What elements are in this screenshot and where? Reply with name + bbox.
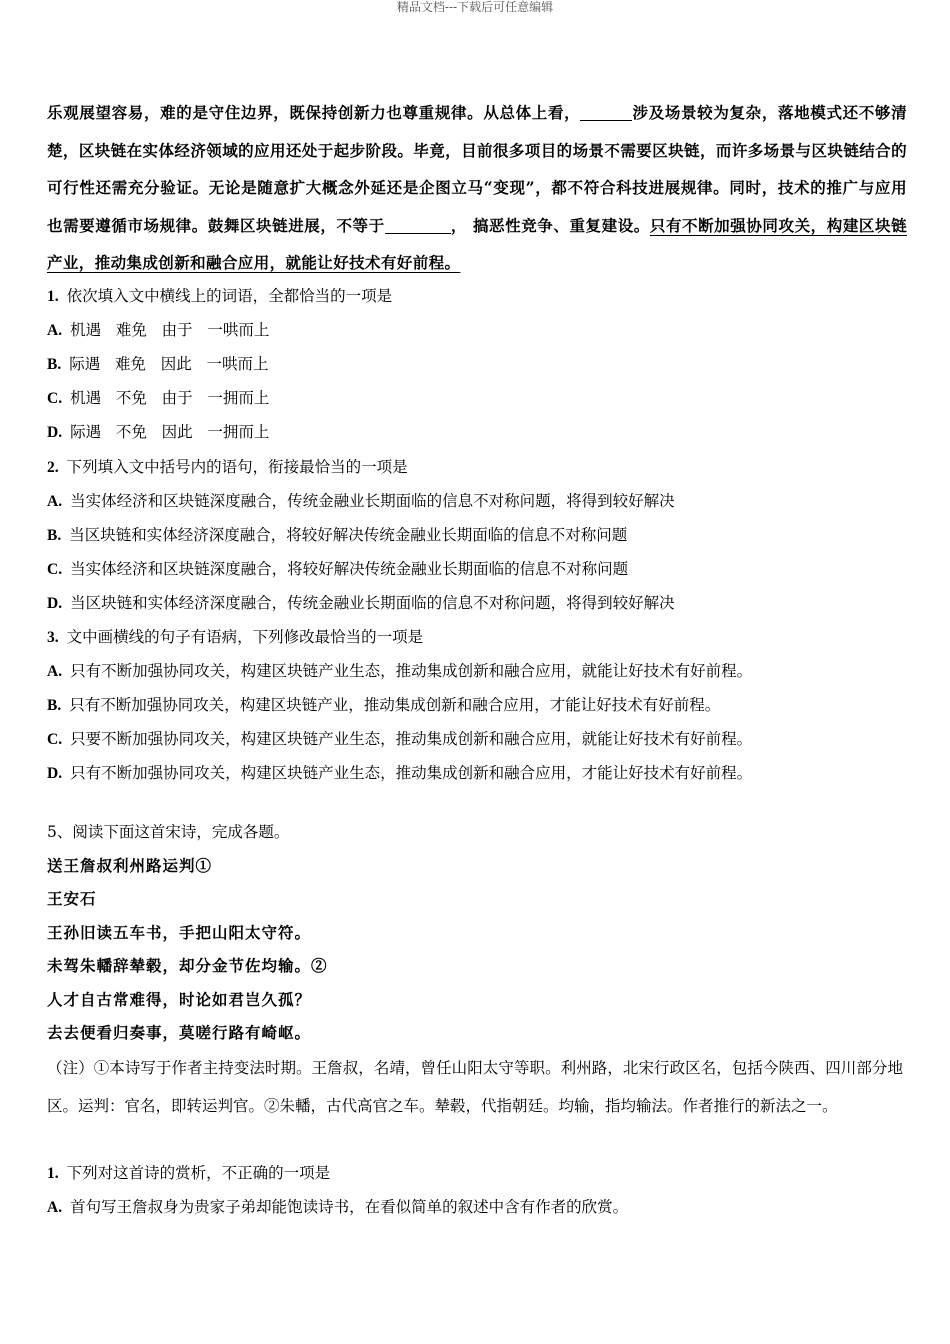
passage-part-2: 涉及场景较为复杂，落地模式还不够清楚，区块链在实体经济领域的应用还处于起步阶段。毕竟，目前很多项目的场景不需要区块链，而许多场景与区块链结合的可行性还需充分验证。无论是随意扩大概念外延还是企图立马“变现”，都不符合科技进展规律。同时，技术的推广与应用也需要遵循市场规律。鼓舞区块链进展，不等于 bbox=[47, 103, 907, 235]
passage-part-3: ， 搞恶性竞争、重复建设。 bbox=[450, 215, 650, 235]
poem-line: 人才自古常难得，时论如君岂久孤？ bbox=[47, 990, 312, 1009]
poem-option-a bbox=[47, 1197, 628, 1218]
option-text: 际遇 难免 因此 一哄而上 bbox=[69, 355, 269, 374]
option-letter: D. bbox=[47, 765, 63, 783]
option-text: 只有不断加强协同攻关，构建区块链产业生态，推动集成创新和融合应用，才能让好技术有好前程。 bbox=[70, 764, 753, 783]
question-text: 下列填入文中括号内的语句，衔接最恰当的一项是 bbox=[66, 457, 408, 476]
option-text: 机遇 难免 由于 一哄而上 bbox=[70, 321, 270, 340]
poem-line: 未驾朱轓辞辇毂，却分金节佐均输。② bbox=[47, 956, 328, 975]
underlined-sentence: 只有不断加强协同攻关，构建区块链产业，推动集成创新和融合应用，就能让好技术有好前程。 bbox=[47, 215, 907, 272]
option-letter: C. bbox=[47, 560, 63, 578]
option-text: 际遇 不免 因此 一拥而上 bbox=[70, 423, 270, 442]
answer-option bbox=[47, 491, 675, 512]
page-header: 精品文档---下载后可任意编辑 bbox=[396, 0, 554, 14]
option-letter: D. bbox=[47, 424, 63, 442]
poem-title: 送王詹叔利州路运判① bbox=[47, 856, 213, 875]
poem-line: 王孙旧读五车书，手把山阳太守符。 bbox=[47, 923, 312, 942]
option-letter: A. bbox=[47, 492, 63, 510]
question-text: 下列对这首诗的赏析，不正确的一项是 bbox=[66, 1164, 331, 1182]
option-text: 当实体经济和区块链深度融合，将较好解决传统金融业长期面临的信息不对称问题 bbox=[70, 559, 629, 578]
option-text: 只要不断加强协同攻关，构建区块链产业生态，推动集成创新和融合应用，就能让好技术有好前程。 bbox=[70, 730, 753, 749]
answer-option bbox=[47, 525, 627, 546]
answer-option bbox=[47, 559, 628, 580]
option-letter: B. bbox=[47, 526, 62, 544]
option-letter: A. bbox=[47, 1199, 63, 1216]
question-number: 3. bbox=[47, 629, 59, 646]
question-number: 1. bbox=[47, 288, 59, 305]
option-text: 只有不断加强协同攻关，构建区块链产业，推动集成创新和融合应用，才能让好技术有好前程。 bbox=[69, 696, 721, 715]
fill-blank-2 bbox=[385, 217, 451, 234]
answer-option bbox=[47, 695, 720, 716]
option-text: 当区块链和实体经济深度融合，将较好解决传统金融业长期面临的信息不对称问题 bbox=[69, 525, 628, 544]
question-stem bbox=[47, 286, 392, 307]
option-letter: C. bbox=[47, 731, 63, 749]
question-text: 依次填入文中横线上的词语，全都恰当的一项是 bbox=[66, 287, 393, 305]
option-letter: B. bbox=[47, 356, 62, 374]
poem-author: 王安石 bbox=[47, 889, 97, 908]
answer-option bbox=[47, 729, 752, 750]
poem-annotation: （注）①本诗写于作者主持变法时期。王詹叔，名靖，曾任山阳太守等职。利州路，北宋行政区名，包括今陕西、四川部分地区。运判：官名，即转运判官。②朱轓，古代高官之车。辇毂，代指朝廷。均输，指均输法。作者推行的新法之一。 bbox=[47, 1059, 903, 1115]
option-text: 只有不断加强协同攻关，构建区块链产业生态，推动集成创新和融合应用，就能让好技术有好前程。 bbox=[70, 662, 753, 681]
option-text: 当区块链和实体经济深度融合，传统金融业长期面临的信息不对称问题，将得到较好解决 bbox=[70, 593, 675, 612]
answer-option bbox=[47, 661, 752, 682]
passage-part-1: 乐观展望容易，难的是守住边界，既保持创新力也尊重规律。从总体上看， bbox=[47, 103, 581, 122]
poem-line: 去去便看归奏事，莫嗟行路有崎岖。 bbox=[47, 1023, 312, 1042]
answer-option bbox=[47, 354, 269, 375]
option-letter: A. bbox=[47, 663, 63, 681]
question-number: 2. bbox=[47, 458, 59, 476]
question-number: 1. bbox=[47, 1165, 59, 1182]
answer-option bbox=[47, 422, 269, 443]
poem-question-1 bbox=[47, 1163, 330, 1184]
answer-option bbox=[47, 320, 269, 341]
reading-passage bbox=[47, 94, 907, 282]
question-stem bbox=[47, 627, 423, 648]
answer-option bbox=[47, 593, 675, 614]
option-letter: C. bbox=[47, 390, 63, 408]
option-letter: D. bbox=[47, 594, 63, 612]
question-text: 文中画横线的句子有语病，下列修改最恰当的一项是 bbox=[66, 628, 424, 646]
option-text: 当实体经济和区块链深度融合，传统金融业长期面临的信息不对称问题，将得到较好解决 bbox=[70, 491, 675, 510]
option-letter: B. bbox=[47, 697, 62, 715]
answer-option bbox=[47, 388, 269, 409]
option-text: 机遇 不免 由于 一拥而上 bbox=[70, 389, 270, 408]
question-stem bbox=[47, 457, 408, 478]
section-5-heading: 5、阅读下面这首宋诗，完成各题。 bbox=[47, 823, 290, 841]
option-letter: A. bbox=[47, 322, 63, 340]
option-text: 首句写王詹叔身为贵家子弟却能饱读诗书，在看似简单的叙述中含有作者的欣赏。 bbox=[70, 1198, 629, 1216]
fill-blank-1 bbox=[580, 105, 632, 122]
answer-option bbox=[47, 763, 752, 784]
